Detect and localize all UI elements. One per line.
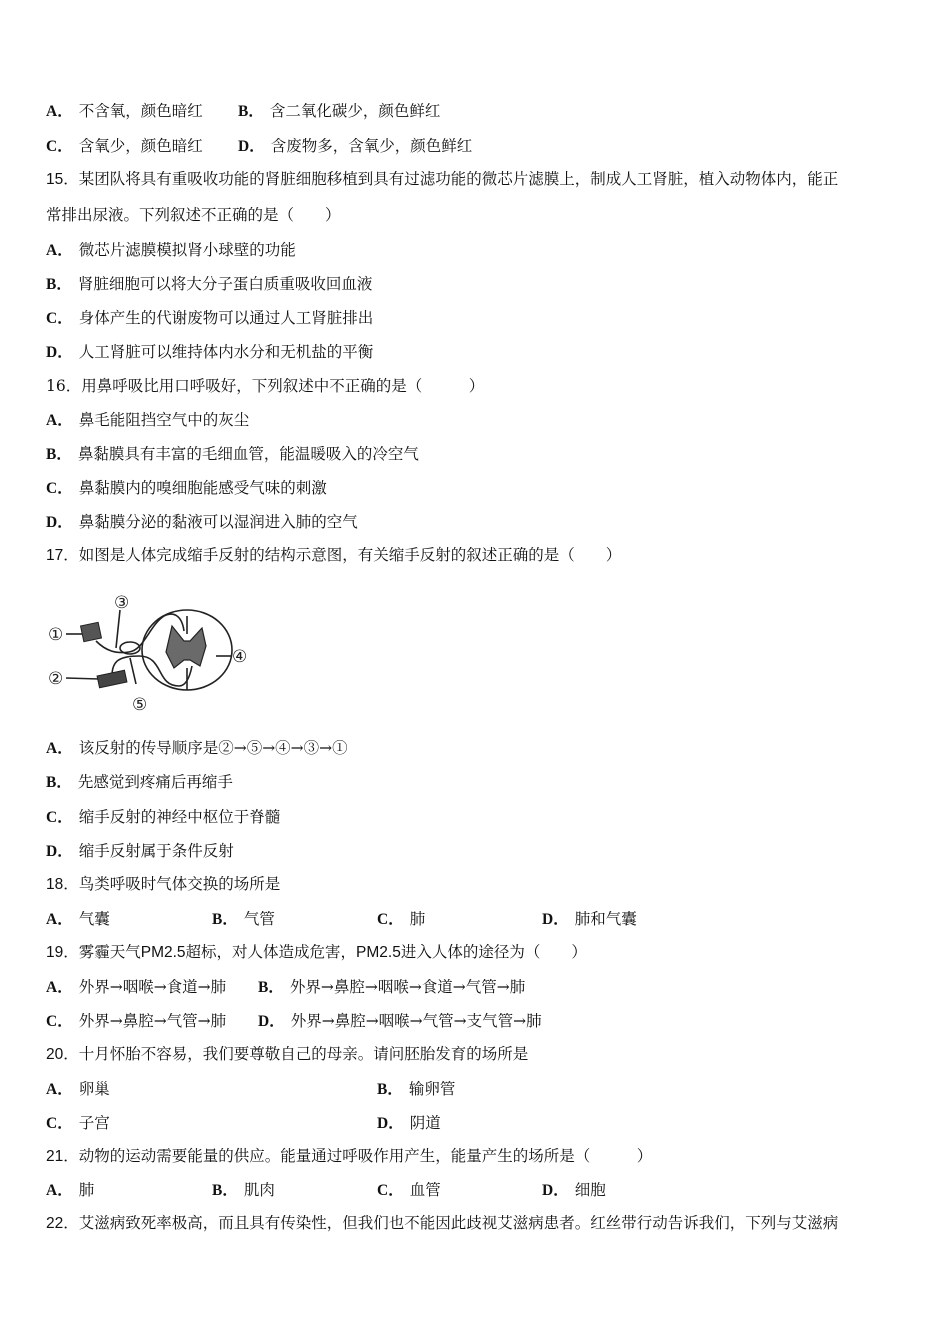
q18-option-d: D． 肺和气囊 xyxy=(542,910,637,928)
q21-option-d: D． 细胞 xyxy=(542,1181,606,1199)
svg-text:⑤: ⑤ xyxy=(132,695,148,715)
q15-stem-line2: 常排出尿液。下列叙述不正确的是（ ） xyxy=(46,207,341,224)
svg-text:④: ④ xyxy=(232,647,248,667)
q19-stem: 19．雾霾天气PM2.5超标，对人体造成危害，PM2.5进入人体的途径为（ ） xyxy=(46,944,587,961)
q20-option-b: B． 输卵管 xyxy=(377,1080,456,1098)
q15-option-c: C． 身体产生的代谢废物可以通过人工肾脏排出 xyxy=(46,309,374,327)
q14-option-d: D． 含废物多，含氧少，颜色鲜红 xyxy=(238,137,473,155)
q15-option-a: A． 微芯片滤膜模拟肾小球壁的功能 xyxy=(46,241,296,259)
q17-option-b: B． 先感觉到疼痛后再缩手 xyxy=(46,773,233,791)
q14-option-b: B． 含二氧化碳少，颜色鲜红 xyxy=(238,102,441,120)
q21-stem: 21．动物的运动需要能量的供应。能量通过呼吸作用产生，能量产生的场所是（ ） xyxy=(46,1148,653,1165)
q20-option-c: C． 子宫 xyxy=(46,1114,110,1132)
q16-stem: 16．用鼻呼吸比用口呼吸好，下列叙述中不正确的是（ ） xyxy=(46,377,485,395)
q21-option-b: B． 肌肉 xyxy=(212,1181,275,1199)
q17-option-d: D． 缩手反射属于条件反射 xyxy=(46,842,234,860)
q15-stem-line1: 15．某团队将具有重吸收功能的肾脏细胞移植到具有过滤功能的微芯片滤膜上，制成人工肾脏，植入动物体内，能正 xyxy=(46,171,839,188)
svg-text:②: ② xyxy=(48,669,64,689)
q16-option-b: B． 鼻黏膜具有丰富的毛细血管，能温暖吸入的冷空气 xyxy=(46,445,419,463)
q19-option-b: B． 外界→鼻腔→咽喉→食道→气管→肺 xyxy=(258,978,526,996)
q20-option-d: D． 阴道 xyxy=(377,1114,441,1132)
q18-option-a: A． 气囊 xyxy=(46,910,110,928)
q21-option-c: C． 血管 xyxy=(377,1181,441,1199)
q17-option-a: A． 该反射的传导顺序是②→⑤→④→③→① xyxy=(46,739,348,757)
svg-text:③: ③ xyxy=(114,593,130,613)
q19-option-d: D． 外界→鼻腔→咽喉→气管→支气管→肺 xyxy=(258,1012,542,1030)
q16-option-c: C． 鼻黏膜内的嗅细胞能感受气味的刺激 xyxy=(46,479,327,497)
q20-option-a: A． 卵巢 xyxy=(46,1080,110,1098)
q16-option-a: A． 鼻毛能阻挡空气中的灰尘 xyxy=(46,411,250,429)
q17-stem: 17．如图是人体完成缩手反射的结构示意图，有关缩手反射的叙述正确的是（ ） xyxy=(46,547,622,564)
svg-text:①: ① xyxy=(48,625,64,645)
q22-stem-line1: 22．艾滋病致死率极高，而且具有传染性，但我们也不能因此歧视艾滋病患者。红丝带行动告诉我们，下列与艾滋病 xyxy=(46,1215,839,1232)
q18-stem: 18．鸟类呼吸时气体交换的场所是 xyxy=(46,876,281,893)
q14-option-a: A． 不含氧，颜色暗红 xyxy=(46,102,203,120)
reflex-arc-diagram-icon xyxy=(44,586,266,718)
q21-option-a: A． 肺 xyxy=(46,1181,95,1199)
q15-option-d: D． 人工肾脏可以维持体内水分和无机盐的平衡 xyxy=(46,343,374,361)
q19-option-a: A． 外界→咽喉→食道→肺 xyxy=(46,978,227,996)
reflex-arc-figure xyxy=(44,586,266,718)
q15-option-b: B． 肾脏细胞可以将大分子蛋白质重吸收回血液 xyxy=(46,275,373,293)
q19-option-c: C． 外界→鼻腔→气管→肺 xyxy=(46,1012,227,1030)
q17-option-c: C． 缩手反射的神经中枢位于脊髓 xyxy=(46,808,281,826)
q14-option-c: C． 含氧少，颜色暗红 xyxy=(46,137,203,155)
q18-option-c: C． 肺 xyxy=(377,910,426,928)
q18-option-b: B． 气管 xyxy=(212,910,275,928)
q20-stem: 20．十月怀胎不容易，我们要尊敬自己的母亲。请问胚胎发育的场所是 xyxy=(46,1046,529,1063)
q16-option-d: D． 鼻黏膜分泌的黏液可以湿润进入肺的空气 xyxy=(46,513,358,531)
